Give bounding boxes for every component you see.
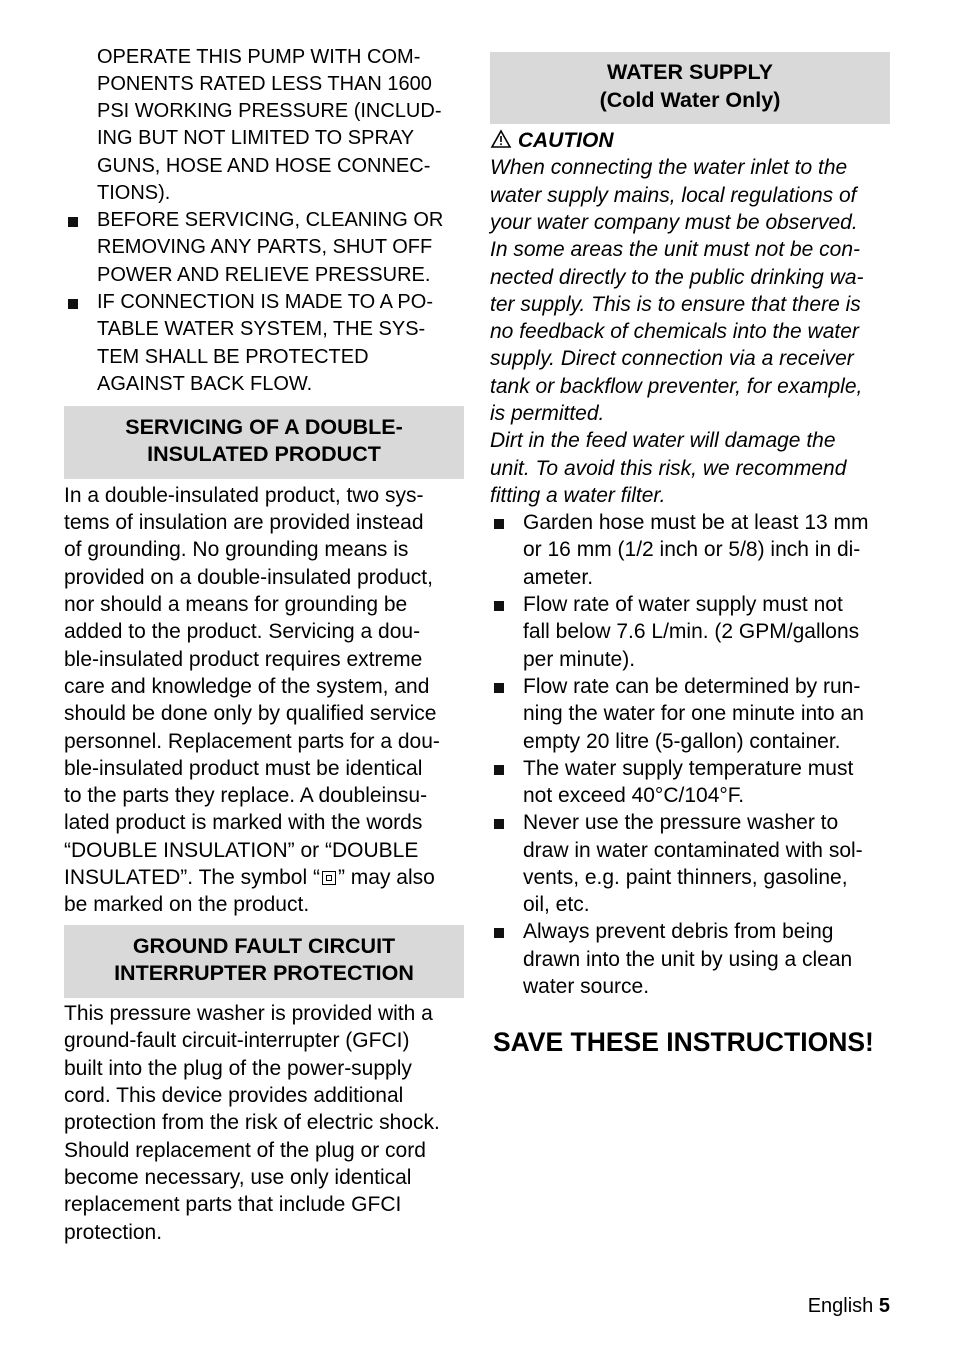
body-line: lated product is marked with the words	[64, 811, 423, 834]
body-line: of grounding. No grounding means is	[64, 538, 409, 561]
caution-line: unit. To avoid this risk, we recommend	[490, 457, 847, 480]
intro-line: PSI WORKING PRESSURE (INCLUD-	[97, 100, 442, 122]
body-line: cord. This device provides additional	[64, 1084, 404, 1107]
body-line: should be done only by qualified service	[64, 702, 437, 725]
bullet-text: Garden hose must be at least 13 mm	[523, 511, 869, 534]
intro-line: OPERATE THIS PUMP WITH COM-	[97, 46, 421, 68]
body-line: care and knowledge of the system, and	[64, 675, 430, 698]
intro-line: GUNS, HOSE AND HOSE CONNEC-	[97, 155, 431, 177]
section-heading: INSULATED PRODUCT	[147, 442, 381, 466]
bullet-text: AGAINST BACK FLOW.	[97, 373, 313, 395]
page-number: 5	[878, 1295, 890, 1317]
body-line: personnel. Replacement parts for a dou-	[64, 730, 440, 753]
bullet-text: water source.	[523, 975, 650, 998]
intro-line: ING BUT NOT LIMITED TO SPRAY	[97, 127, 415, 149]
bullet-text: oil, etc.	[523, 893, 590, 916]
caution-line: In some areas the unit must not be con-	[490, 238, 861, 261]
bullet-text: BEFORE SERVICING, CLEANING OR	[97, 209, 444, 231]
section-heading: GROUND FAULT CIRCUIT	[132, 934, 396, 958]
body-line: tems of insulation are provided instead	[64, 511, 424, 534]
caution-line: fitting a water filter.	[490, 484, 666, 507]
caution-line: ter supply. This is to ensure that there is	[490, 293, 861, 316]
body-line: replacement parts that include GFCI	[64, 1193, 402, 1216]
bullet-text: vents, e.g. paint thinners, gasoline,	[523, 866, 848, 889]
warning-triangle-icon	[490, 129, 512, 156]
bullet-marker	[494, 683, 504, 693]
body-line: protection from the risk of electric shock.	[64, 1111, 440, 1134]
bullet-text: per minute).	[523, 648, 636, 671]
bullet-text: Never use the pressure washer to	[523, 811, 839, 834]
body-line: ble-insulated product requires extreme	[64, 648, 423, 671]
bullet-text: empty 20 litre (5-gallon) container.	[523, 730, 841, 753]
caution-line: Dirt in the feed water will damage the	[490, 429, 836, 452]
caution-line: supply. Direct connection via a receiver	[490, 347, 854, 370]
bullet-marker	[494, 765, 504, 775]
body-line: This pressure washer is provided with a	[64, 1002, 433, 1025]
double-insulation-symbol-icon	[322, 871, 336, 885]
body-text: INSULATED”. The symbol “	[64, 866, 320, 889]
bullet-marker	[68, 299, 78, 309]
caution-line: is permitted.	[490, 402, 605, 425]
bullet-text: The water supply temperature must	[523, 757, 854, 780]
body-line: ground-fault circuit-interrupter (GFCI)	[64, 1029, 410, 1052]
body-text: ” may also	[337, 866, 435, 889]
bullet-text: Always prevent debris from being	[523, 920, 834, 943]
bullet-text: TABLE WATER SYSTEM, THE SYS-	[97, 318, 426, 340]
caution-label-line	[490, 127, 614, 156]
bullet-text: Flow rate of water supply must not	[523, 593, 843, 616]
body-line: provided on a double-insulated product,	[64, 566, 433, 589]
section-heading-sub: (Cold Water Only)	[599, 88, 781, 112]
bullet-marker	[494, 928, 504, 938]
section-heading: WATER SUPPLY	[606, 60, 774, 84]
bullet-text: POWER AND RELIEVE PRESSURE.	[97, 264, 431, 286]
bullet-marker	[494, 601, 504, 611]
intro-line: TIONS).	[97, 182, 171, 204]
bullet-text: ameter.	[523, 566, 594, 589]
bullet-marker	[68, 217, 78, 227]
body-line: In a double-insulated product, two sys-	[64, 484, 424, 507]
bullet-text: REMOVING ANY PARTS, SHUT OFF	[97, 236, 433, 258]
body-line: become necessary, use only identical	[64, 1166, 412, 1189]
caution-line: tank or backflow preventer, for example,	[490, 375, 863, 398]
section-heading: INTERRUPTER PROTECTION	[114, 961, 414, 985]
footer-language: English	[807, 1295, 874, 1317]
bullet-text: or 16 mm (1/2 inch or 5/8) inch in di-	[523, 538, 861, 561]
bullet-text: TEM SHALL BE PROTECTED	[97, 346, 369, 368]
bullet-marker	[494, 819, 504, 829]
body-line: added to the product. Servicing a dou-	[64, 620, 421, 643]
bullet-text: Flow rate can be determined by run-	[523, 675, 861, 698]
body-line: protection.	[64, 1221, 163, 1244]
body-line: ble-insulated product must be identical	[64, 757, 423, 780]
intro-line: PONENTS RATED LESS THAN 1600	[97, 73, 432, 95]
caution-line: water supply mains, local regulations of	[490, 184, 857, 207]
section-heading: SERVICING OF A DOUBLE-	[125, 415, 403, 439]
save-instructions-heading: SAVE THESE INSTRUCTIONS!	[493, 1027, 874, 1057]
body-line	[64, 864, 435, 891]
caution-line: your water company must be observed.	[490, 211, 858, 234]
body-line: be marked on the product.	[64, 893, 310, 916]
caution-label: CAUTION	[517, 129, 614, 152]
caution-line: nected directly to the public drinking wa-	[490, 266, 864, 289]
bullet-text: fall below 7.6 L/min. (2 GPM/gallons	[523, 620, 860, 643]
bullet-text: draw in water contaminated with sol-	[523, 839, 863, 862]
page-footer	[808, 1295, 890, 1318]
bullet-marker	[494, 519, 504, 529]
caution-line: When connecting the water inlet to the	[490, 156, 848, 179]
body-line: “DOUBLE INSULATION” or “DOUBLE	[64, 839, 419, 862]
body-line: nor should a means for grounding be	[64, 593, 408, 616]
bullet-text: drawn into the unit by using a clean	[523, 948, 853, 971]
bullet-text: not exceed 40°C/104°F.	[523, 784, 745, 807]
body-line: Should replacement of the plug or cord	[64, 1139, 426, 1162]
bullet-text: IF CONNECTION IS MADE TO A PO-	[97, 291, 433, 313]
body-line: built into the plug of the power-supply	[64, 1057, 412, 1080]
bullet-text: ning the water for one minute into an	[523, 702, 864, 725]
caution-line: no feedback of chemicals into the water	[490, 320, 859, 343]
body-line: to the parts they replace. A doubleinsu-	[64, 784, 428, 807]
